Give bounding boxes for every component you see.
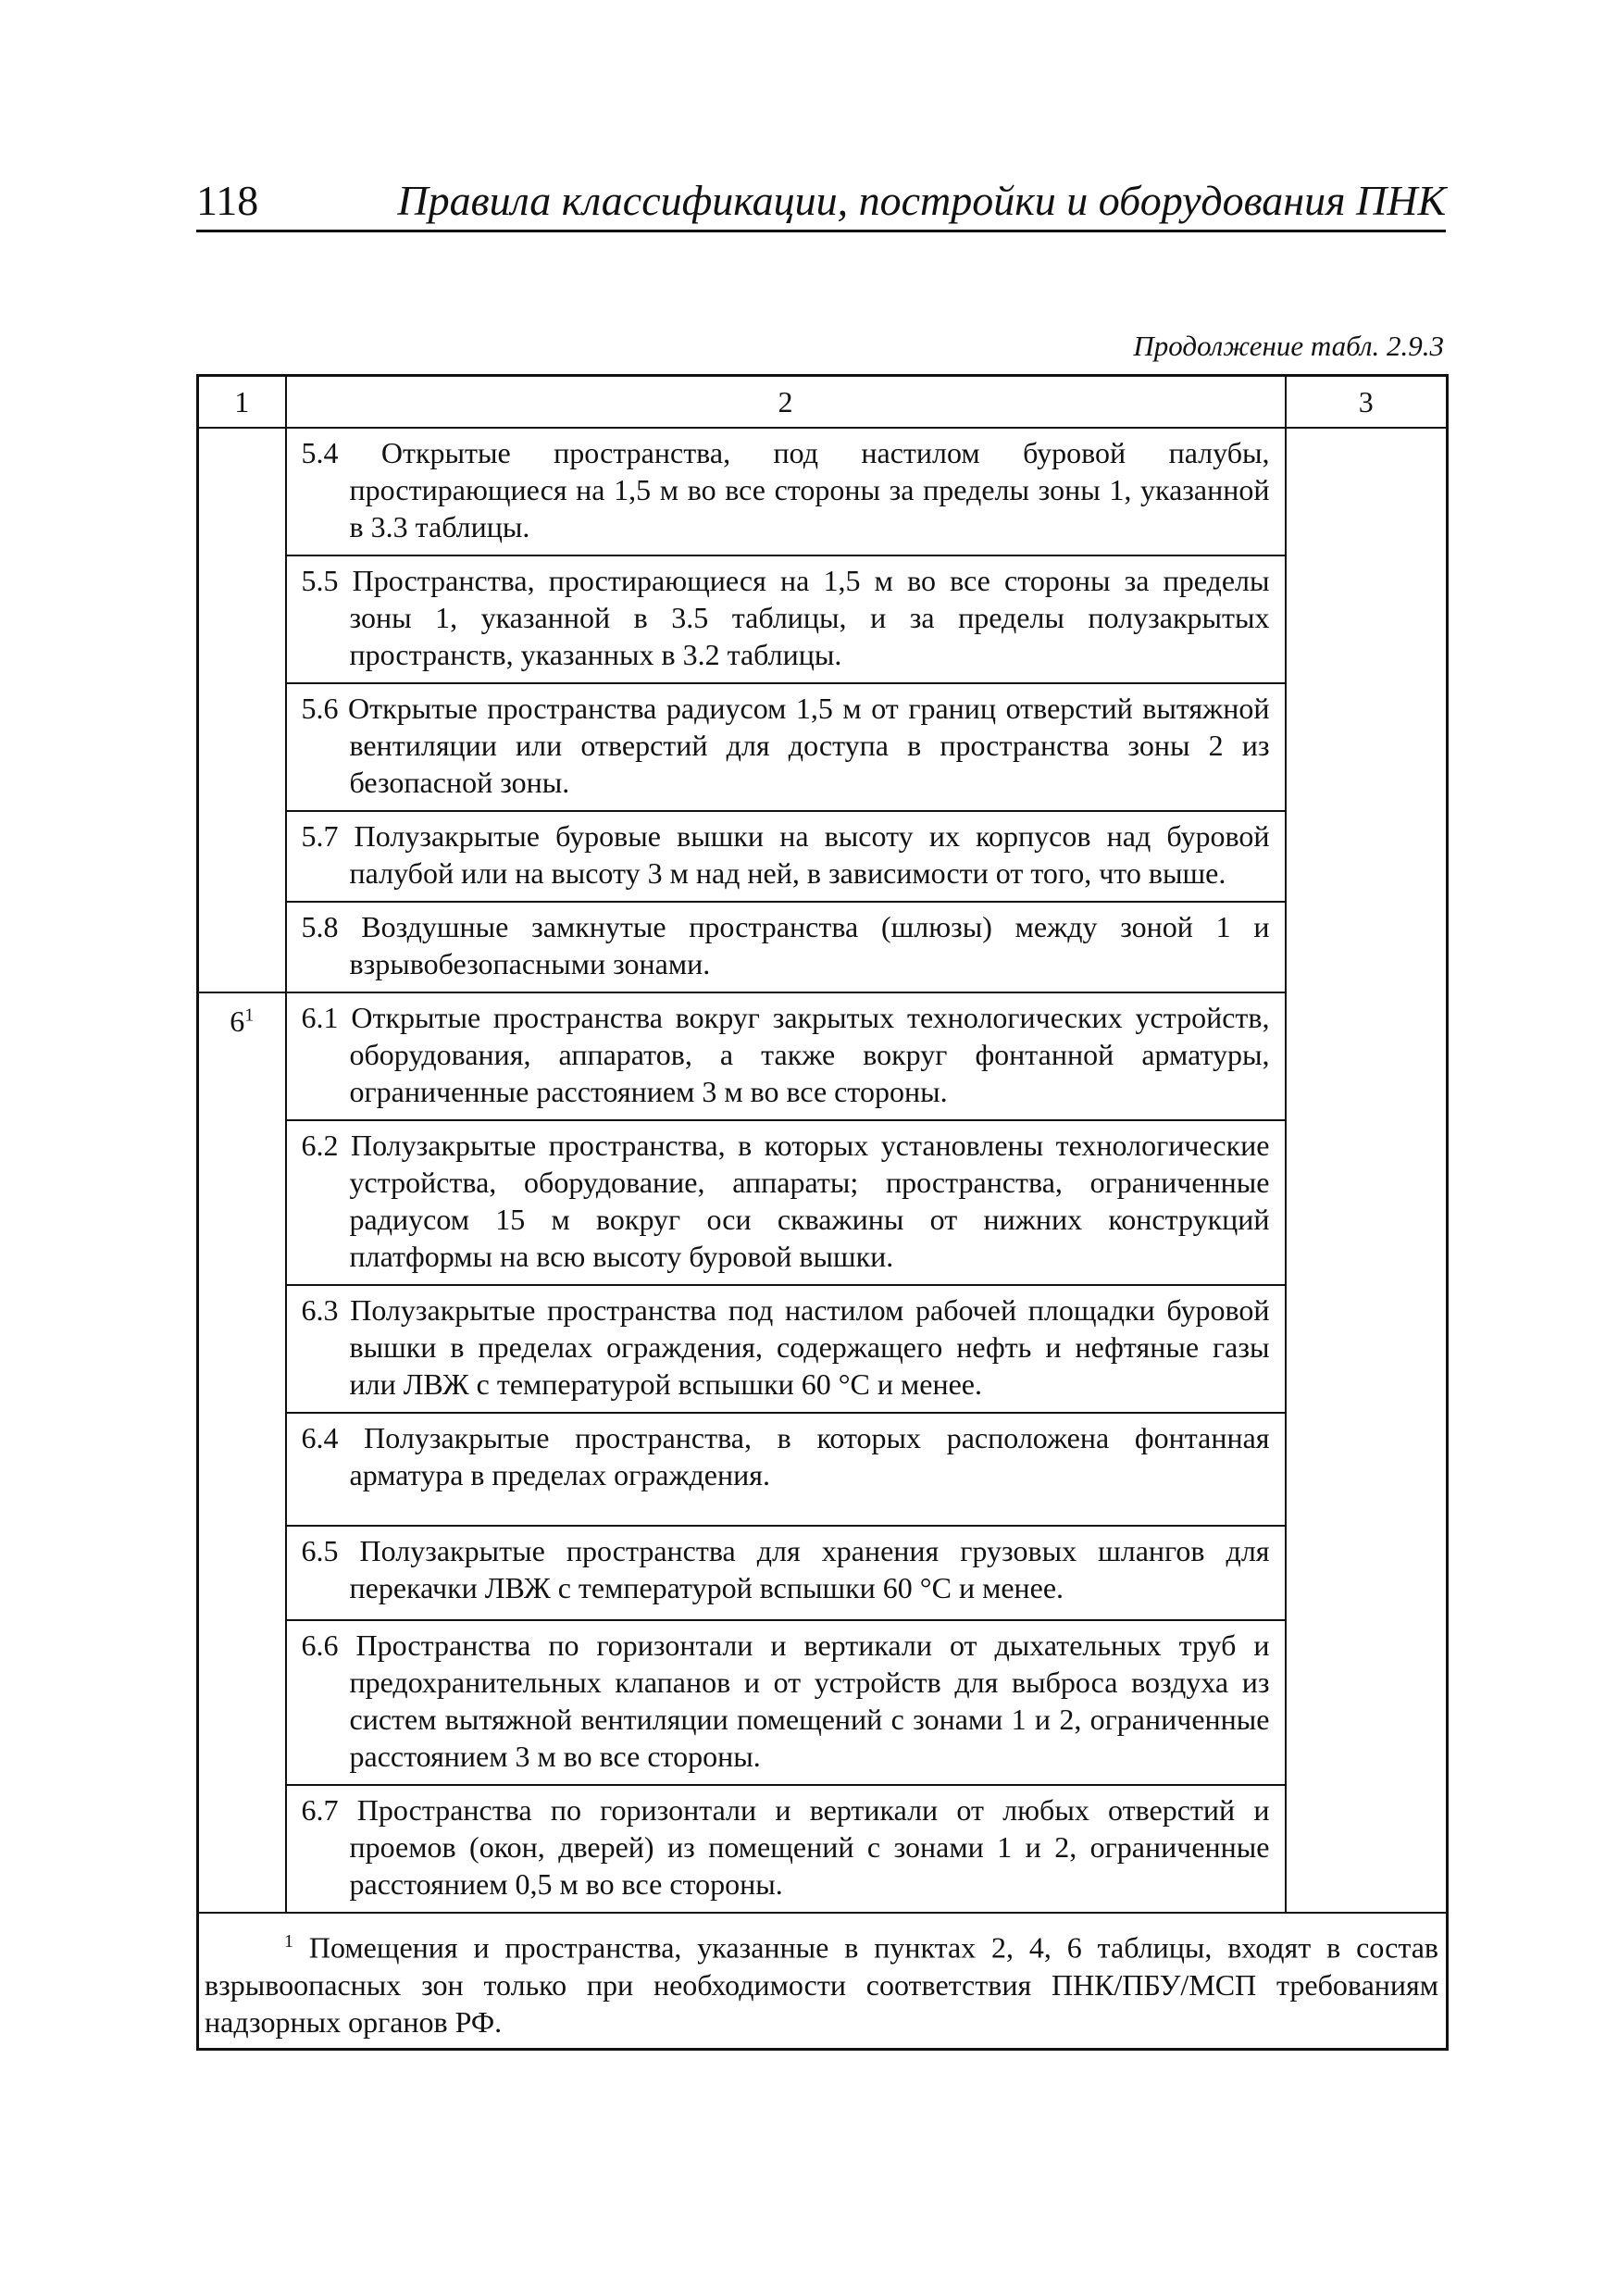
table-continuation-label: Продолжение табл. 2.9.3 <box>1133 330 1444 362</box>
column-3-cell <box>1286 428 1448 1913</box>
table-item: 5.4 Открытые пространства, под настилом буровой палубы, простирающиеся на 1,5 м во все стороны за пределы зоны 1, указанной в 3.3 таблицы. <box>286 428 1286 555</box>
page-number: 118 <box>196 177 259 224</box>
table-item: 6.2 Полузакрытые пространства, в которых установлены технологические устройства, оборудование, аппараты; пространства, ограниченные радиусом 15 м вокруг оси скважины от нижних конструкций платформы на всю высоту буровой вышки. <box>286 1120 1286 1285</box>
table-row <box>198 902 1448 992</box>
group-footnote-mark: 1 <box>244 1004 255 1026</box>
table-item: 6.5 Полузакрытые пространства для хранения грузовых шлангов для перекачки ЛВЖ с температурой вспышки 60 °С и менее. <box>286 1526 1286 1620</box>
table-item: 6.3 Полузакрытые пространства под настилом рабочей площадки буровой вышки в пределах ограждения, содержащего нефть и нефтяные газы или ЛВЖ с температурой вспышки 60 °С и менее. <box>286 1285 1286 1413</box>
footnote <box>205 1923 1438 2040</box>
table-row <box>198 1620 1448 1785</box>
table-item: 6.7 Пространства по горизонтали и вертикали от любых отверстий и проемов (окон, дверей) из помещений с зонами 1 и 2, ограниченные расстоянием 0,5 м во все стороны. <box>286 1785 1286 1913</box>
table-item: 5.7 Полузакрытые буровые вышки на высоту их корпусов над буровой палубой или на высоту 3 м над ней, в зависимости от того, что выше. <box>286 811 1286 902</box>
table-item: 5.6 Открытые пространства радиусом 1,5 м от границ отверстий вытяжной вентиляции или отверстий для доступа в пространства зоны 2 из безопасной зоны. <box>286 683 1286 811</box>
table-row <box>198 428 1448 555</box>
column-header-3: 3 <box>1286 376 1448 429</box>
table-item: 6.1 Открытые пространства вокруг закрытых технологических устройств, оборудования, аппаратов, а также вокруг фонтанной арматуры, ограниченные расстоянием 3 м во все стороны. <box>286 992 1286 1120</box>
table-row <box>198 1785 1448 1913</box>
zones-table <box>196 374 1449 2051</box>
table-item: 5.5 Пространства, простирающиеся на 1,5 м во все стороны за пределы зоны 1, указанной в 3.5 таблицы, и за пределы полузакрытых пространств, указанных в 3.2 таблицы. <box>286 555 1286 683</box>
table-item: 5.8 Воздушные замкнутые пространства (шлюзы) между зоной 1 и взрывобезопасными зонами. <box>286 902 1286 992</box>
table-row <box>198 811 1448 902</box>
table-row <box>198 555 1448 683</box>
running-title: Правила классификации, постройки и оборудования ПНК <box>397 177 1446 224</box>
group-number-cell <box>198 428 286 992</box>
group-number: 6 <box>230 1004 245 1038</box>
column-header-2: 2 <box>286 376 1286 429</box>
table-item: 6.4 Полузакрытые пространства, в которых расположена фонтанная арматура в пределах ограждения. <box>286 1413 1286 1526</box>
group-number-cell <box>198 992 286 1913</box>
table-row <box>198 1526 1448 1620</box>
footnote-cell <box>198 1913 1448 2049</box>
page-header <box>196 165 1446 232</box>
table-row <box>198 1285 1448 1413</box>
table-row <box>198 683 1448 811</box>
table-footnote-row <box>198 1913 1448 2049</box>
table-row <box>198 992 1448 1120</box>
table-row <box>198 1413 1448 1526</box>
footnote-text: Помещения и пространства, указанные в пунктах 2, 4, 6 таблицы, входят в состав взрывоопасных зон только при необходимости соответствия ПНК/ПБУ/МСП требованиям надзорных органов РФ. <box>205 1930 1439 2039</box>
column-header-1: 1 <box>198 376 286 429</box>
table-row <box>198 1120 1448 1285</box>
table-item: 6.6 Пространства по горизонтали и вертикали от дыхательных труб и предохранительных клапанов и от устройств для выброса воздуха из систем вытяжной вентиляции помещений с зонами 1 и 2, ограниченные расстоянием 3 м во все стороны. <box>286 1620 1286 1785</box>
table-header-row <box>198 376 1448 429</box>
footnote-mark: 1 <box>284 1931 293 1952</box>
